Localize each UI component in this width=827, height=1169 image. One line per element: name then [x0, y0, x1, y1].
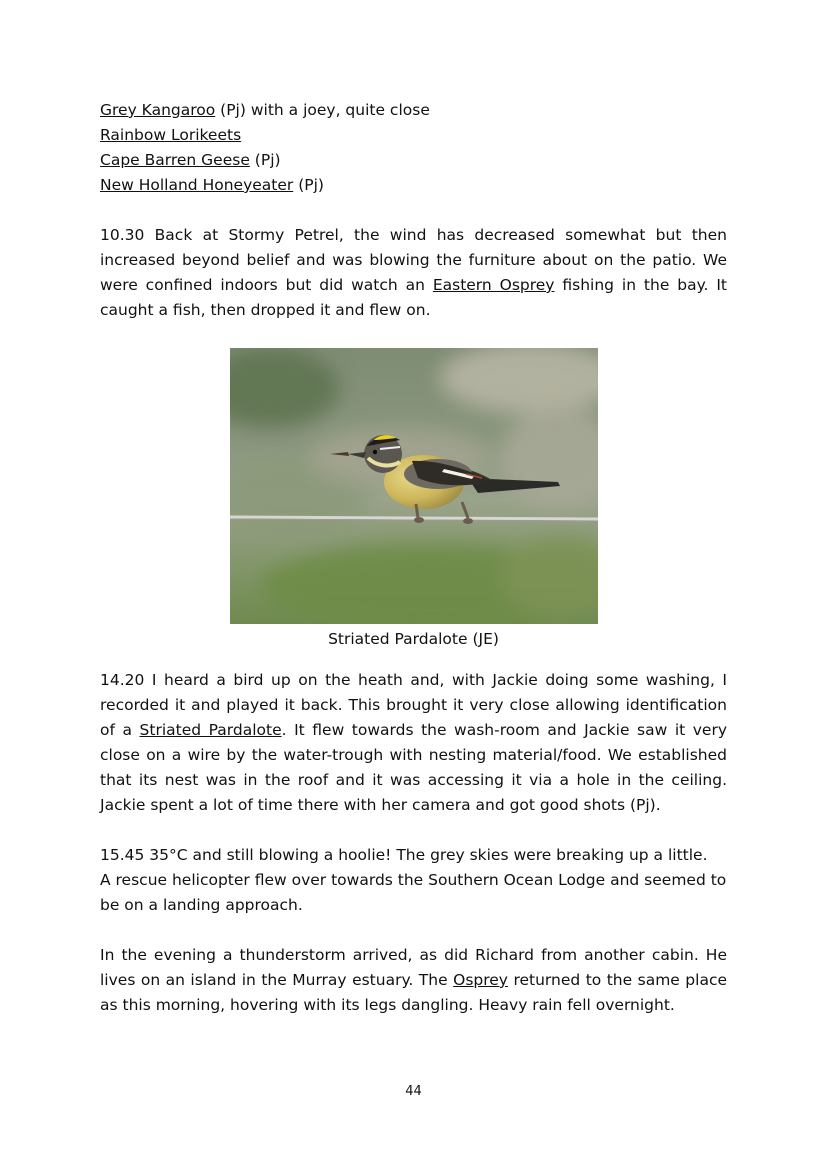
list-item	[100, 123, 727, 148]
page-number: 44	[405, 1084, 422, 1099]
species-note: (Pj)	[249, 151, 281, 169]
species-name: Grey Kangaroo	[100, 101, 216, 119]
paragraph-line: 15.45 35°C and still blowing a hoolie! The grey skies were breaking up a little.	[100, 846, 708, 864]
paragraph-1545	[100, 843, 727, 918]
species-name: Rainbow Lorikeets	[100, 126, 242, 144]
species-name: Osprey	[453, 971, 508, 989]
photo-figure	[100, 348, 727, 652]
paragraph-1030: 10.30 Back at Stormy Petrel, the wind has decreased somewhat but then increased beyond belief and was blowing the furniture about on the patio. We were confined indoors but did watch an Eastern Osprey fishing in the bay. It caught a fish, then dropped it and flew on.	[100, 226, 728, 319]
striated-pardalote-photo	[230, 348, 598, 624]
photo-caption: Striated Pardalote (JE)	[328, 630, 499, 648]
list-item	[100, 173, 727, 198]
paragraph-1420: 14.20 I heard a bird up on the heath and, with Jackie doing some washing, I recorded it and played it back. This brought it very close allowing identification of a Striated Pardalote. It flew towards the wash-room and Jackie saw it very close on a wire by the water-trough with nesting material/food. We established that its nest was in the roof and it was accessing it via a hole in the ceiling. Jackie spent a lot of time there with her camera and got good shots (Pj).	[100, 671, 727, 814]
document-page	[100, 98, 727, 1043]
species-name: Eastern Osprey	[432, 276, 555, 294]
species-note: (Pj)	[293, 176, 324, 194]
sightings-list	[100, 98, 727, 198]
species-name: New Holland Honeyeater	[100, 176, 294, 194]
paragraph-evening: In the evening a thunderstorm arrived, as did Richard from another cabin. He lives on an island in the Murray estuary. The Osprey returned to the same place as this morning, hovering with its legs dangling. Heavy rain fell overnight.	[100, 946, 728, 1014]
paragraph-line: A rescue helicopter flew over towards the Southern Ocean Lodge and seemed to be on a landing approach.	[100, 871, 727, 914]
species-name: Cape Barren Geese	[100, 151, 250, 169]
list-item	[100, 148, 727, 173]
list-item	[100, 98, 727, 123]
species-note: (Pj) with a joey, quite close	[215, 101, 430, 119]
species-name: Striated Pardalote	[139, 721, 282, 739]
